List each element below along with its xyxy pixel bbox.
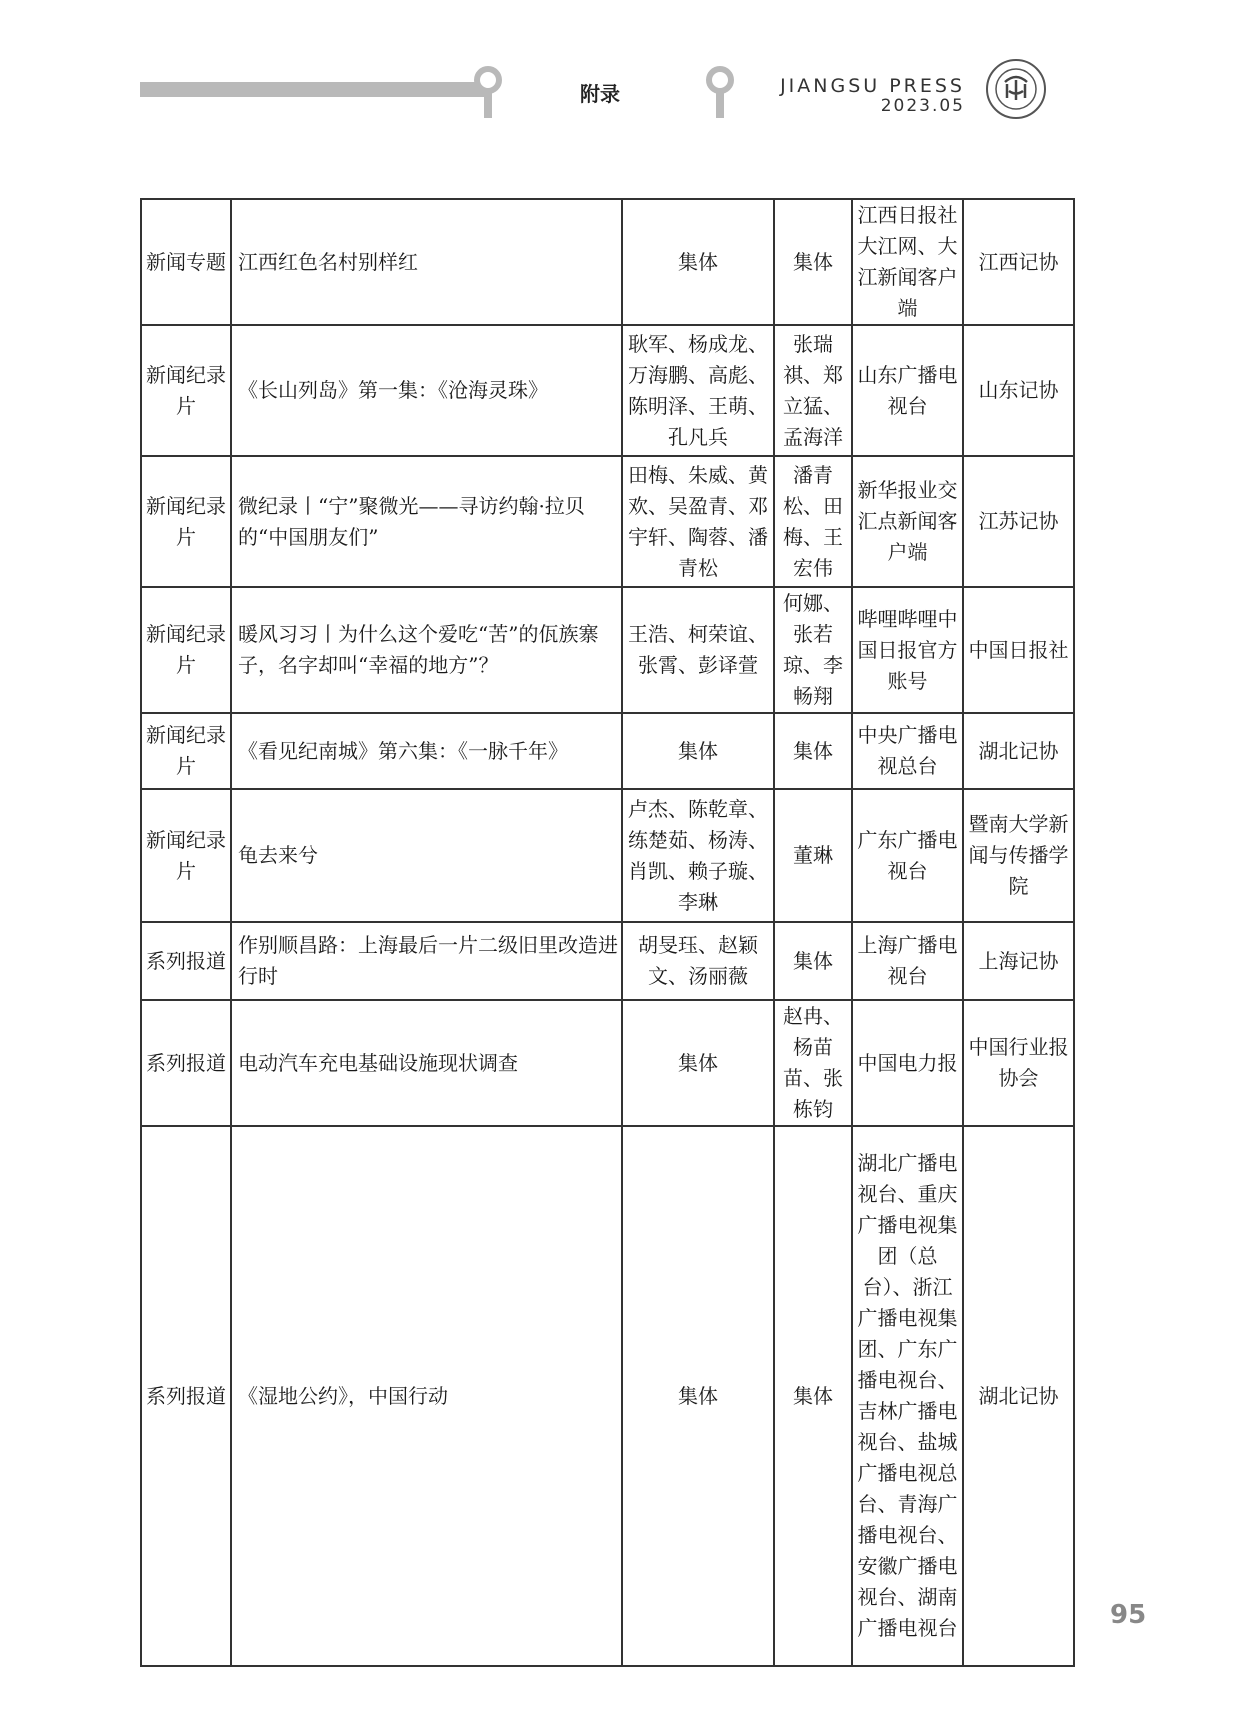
editors-cell: 董琳 <box>774 789 852 922</box>
publisher-cell: 广东广播电视台 <box>852 789 963 922</box>
recommender-cell: 江苏记协 <box>963 456 1074 587</box>
table-row <box>141 199 1074 325</box>
title-cell: 暖风习习丨为什么这个爱吃“苦”的佤族寨子，名字却叫“幸福的地方”？ <box>231 587 622 713</box>
category-cell: 新闻纪录片 <box>141 325 231 456</box>
jiangsu-journalism-seal-icon <box>985 58 1047 120</box>
title-cell: 《湿地公约》，中国行动 <box>231 1126 622 1666</box>
publisher-cell: 山东广播电视台 <box>852 325 963 456</box>
authors-cell: 王浩、柯荣谊、张霄、彭译萱 <box>622 587 774 713</box>
recommender-cell: 江西记协 <box>963 199 1074 325</box>
authors-cell: 耿军、杨成龙、万海鹏、高彪、陈明泽、王萌、孔凡兵 <box>622 325 774 456</box>
category-cell: 新闻纪录片 <box>141 713 231 789</box>
editors-cell: 潘青松、田梅、王宏伟 <box>774 456 852 587</box>
category-cell: 新闻纪录片 <box>141 587 231 713</box>
recommender-cell: 暨南大学新闻与传播学院 <box>963 789 1074 922</box>
editors-cell: 集体 <box>774 1126 852 1666</box>
journal-brand <box>765 76 965 116</box>
publisher-cell: 上海广播电视台 <box>852 922 963 1000</box>
title-cell: 电动汽车充电基础设施现状调查 <box>231 1000 622 1126</box>
table-row <box>141 325 1074 456</box>
title-cell: 《看见纪南城》第六集：《一脉千年》 <box>231 713 622 789</box>
awards-table <box>140 198 1075 1667</box>
title-cell: 作别顺昌路：上海最后一片二级旧里改造进行时 <box>231 922 622 1000</box>
table-row <box>141 456 1074 587</box>
section-title: 附录 <box>580 82 620 106</box>
table-row <box>141 1000 1074 1126</box>
recommender-cell: 湖北记协 <box>963 1126 1074 1666</box>
category-cell: 系列报道 <box>141 1000 231 1126</box>
title-cell: 《长山列岛》第一集：《沧海灵珠》 <box>231 325 622 456</box>
category-cell: 系列报道 <box>141 1126 231 1666</box>
authors-cell: 田梅、朱威、黄欢、吴盈青、邓宇轩、陶蓉、潘青松 <box>622 456 774 587</box>
pin-icon <box>474 66 502 118</box>
recommender-cell: 山东记协 <box>963 325 1074 456</box>
authors-cell: 胡旻珏、赵颖文、汤丽薇 <box>622 922 774 1000</box>
header-bar-left <box>140 82 488 97</box>
editors-cell: 集体 <box>774 922 852 1000</box>
recommender-cell: 湖北记协 <box>963 713 1074 789</box>
table-row <box>141 1126 1074 1666</box>
publisher-cell: 湖北广播电视台、重庆广播电视集团（总台）、浙江广播电视集团、广东广播电视台、吉林广播电视台、盐城广播电视总台、青海广播电视台、安徽广播电视台、湖南广播电视台 <box>852 1126 963 1666</box>
title-cell: 江西红色名村别样红 <box>231 199 622 325</box>
table-row <box>141 713 1074 789</box>
authors-cell: 卢杰、陈乾章、练楚茹、杨涛、肖凯、赖子璇、李琳 <box>622 789 774 922</box>
title-cell: 龟去来兮 <box>231 789 622 922</box>
table-row <box>141 789 1074 922</box>
category-cell: 新闻纪录片 <box>141 789 231 922</box>
editors-cell: 赵冉、杨苗苗、张栋钧 <box>774 1000 852 1126</box>
page-number: 95 <box>1110 1600 1147 1630</box>
table-row <box>141 922 1074 1000</box>
editors-cell: 集体 <box>774 199 852 325</box>
editors-cell: 张瑞祺、郑立猛、孟海洋 <box>774 325 852 456</box>
brand-name: JIANGSU PRESS <box>780 75 965 97</box>
recommender-cell: 中国行业报协会 <box>963 1000 1074 1126</box>
issue-date: 2023.05 <box>880 96 965 116</box>
pin-icon <box>706 66 734 118</box>
category-cell: 新闻纪录片 <box>141 456 231 587</box>
category-cell: 系列报道 <box>141 922 231 1000</box>
editors-cell: 集体 <box>774 713 852 789</box>
publisher-cell: 哔哩哔哩中国日报官方账号 <box>852 587 963 713</box>
editors-cell: 何娜、张若琼、李畅翔 <box>774 587 852 713</box>
publisher-cell: 中央广播电视总台 <box>852 713 963 789</box>
authors-cell: 集体 <box>622 713 774 789</box>
publisher-cell: 江西日报社大江网、大江新闻客户端 <box>852 199 963 325</box>
title-cell: 微纪录丨“宁”聚微光——寻访约翰·拉贝的“中国朋友们” <box>231 456 622 587</box>
recommender-cell: 上海记协 <box>963 922 1074 1000</box>
authors-cell: 集体 <box>622 199 774 325</box>
authors-cell: 集体 <box>622 1000 774 1126</box>
recommender-cell: 中国日报社 <box>963 587 1074 713</box>
category-cell: 新闻专题 <box>141 199 231 325</box>
table-row <box>141 587 1074 713</box>
authors-cell: 集体 <box>622 1126 774 1666</box>
publisher-cell: 新华报业交汇点新闻客户端 <box>852 456 963 587</box>
publisher-cell: 中国电力报 <box>852 1000 963 1126</box>
